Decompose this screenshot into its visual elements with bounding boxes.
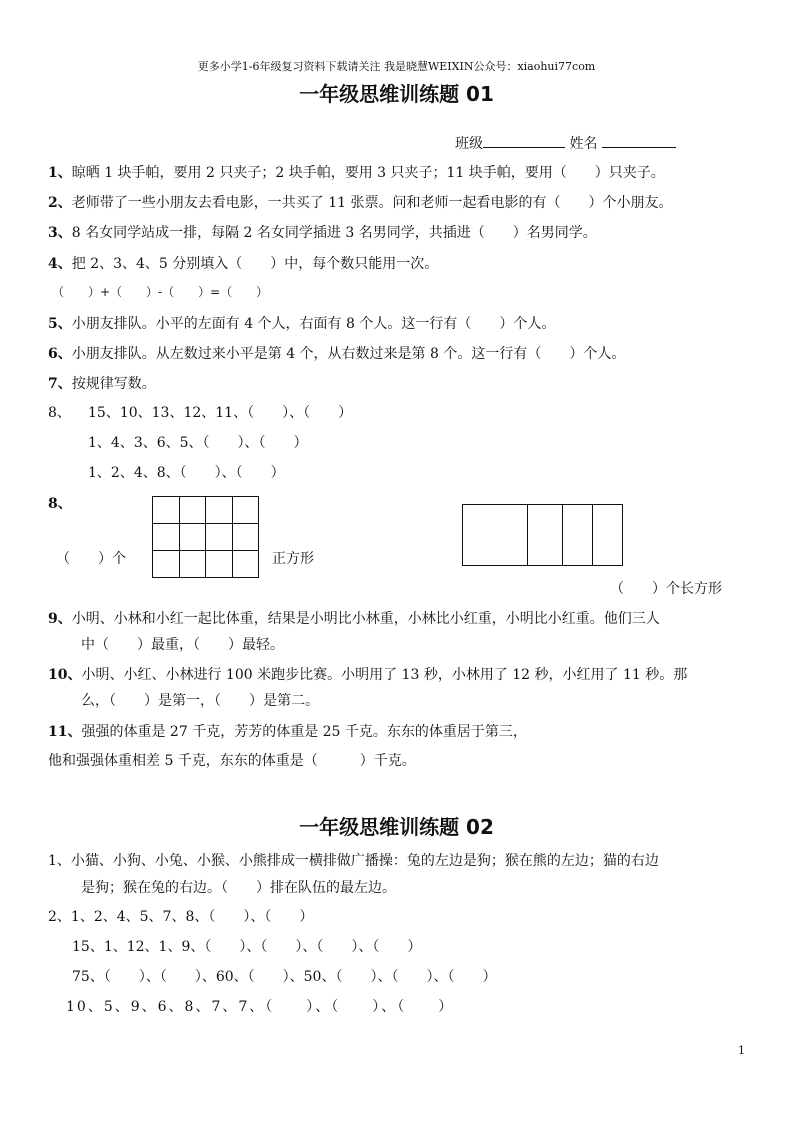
question-11 [48, 721, 527, 741]
name-label: 姓名 [569, 136, 598, 152]
question-6 [48, 343, 625, 363]
part2-sequence-2: 15、1、12、1、9、（ ）、（ ）、（ ）、（ ） [72, 939, 422, 955]
question-number: 10、 [48, 667, 82, 683]
square-label: 正方形 [272, 551, 314, 567]
question-7 [48, 373, 156, 393]
name-blank[interactable] [602, 133, 676, 148]
question-9 [48, 608, 660, 628]
question-text: 老师带了一些小朋友去看电影，一共买了 11 张票。问和老师一起看电影的有（ ）个小朋友。 [71, 195, 673, 211]
question-number: 11、 [48, 724, 82, 740]
question-number: 1、 [48, 165, 72, 181]
square-grid-figure [152, 496, 259, 578]
page-header: 更多小学1-6年级复习资料下载请关注 我是晓慧WEIXIN公众号：xiaohui77com [197, 60, 596, 73]
part2-sequence-1: 2、1、2、4、5、7、8、（ ）、（ ） [48, 909, 314, 925]
question-5 [48, 313, 555, 333]
question-text: 小朋友排队。小平的左面有 4 个人，右面有 8 个人。这一行有（ ）个人。 [71, 316, 556, 332]
rectangle-divider [527, 505, 528, 565]
question-number: 9、 [48, 611, 72, 627]
question-number: 4、 [48, 256, 72, 272]
question-10 [48, 664, 687, 684]
rectangle-count-label: （ ）个长方形 [610, 581, 722, 597]
question-10-continued: 么，（ ）是第一，（ ）是第二。 [81, 693, 319, 709]
question-number: 7、 [48, 376, 72, 392]
question-number: 3、 [48, 225, 72, 241]
class-name-fields [455, 133, 676, 153]
question-9-continued: 中（ ）最重，（ ）最轻。 [81, 637, 284, 653]
question-8-number-a: 8、 [48, 405, 71, 421]
class-label: 班级 [455, 136, 483, 152]
question-4-expression: （ ）+（ ）-（ ）=（ ） [52, 285, 269, 299]
question-text: 小朋友排队。从左数过来小平是第 4 个，从右数过来是第 8 个。这一行有（ ）个人。 [71, 346, 626, 362]
part2-question-1: 1、小猫、小狗、小兔、小猴、小熊排成一横排做广播操：兔的左边是狗；猴在熊的左边；猫的右边 [48, 853, 659, 869]
question-number: 5、 [48, 316, 72, 332]
question-4 [48, 253, 438, 273]
question-3 [48, 222, 597, 242]
question-text: 小明、小红、小林进行 100 米跑步比赛。小明用了 13 秒，小林用了 12 秒，小红用了 11 秒。那 [81, 667, 688, 683]
part2-question-1-continued: 是狗；猴在兔的右边。（ ）排在队伍的最左边。 [81, 880, 396, 896]
page-number: 1 [738, 1044, 745, 1057]
question-text: 把 2、3、4、5 分别填入（ ）中，每个数只能用一次。 [71, 256, 439, 272]
worksheet-title-01: 一年级思维训练题 01 [299, 82, 494, 106]
question-text: 晾晒 1 块手帕，要用 2 只夹子；2 块手帕，要用 3 只夹子；11 块手帕，要用（ ）只夹子。 [71, 165, 665, 181]
class-blank[interactable] [483, 133, 565, 148]
part2-sequence-4: 10、5、9、6、8、7、7、（ ）、（ ）、（ ） [66, 999, 455, 1015]
question-text: 8 名女同学站成一排，每隔 2 名女同学插进 3 名男同学，共插进（ ）名男同学。 [71, 225, 597, 241]
question-text: 小明、小林和小红一起比体重，结果是小明比小林重，小林比小红重，小明比小红重。他们三人 [71, 611, 660, 627]
question-8-number-b: 8、 [48, 496, 72, 512]
question-number: 2、 [48, 195, 72, 211]
question-number: 6、 [48, 346, 72, 362]
sequence-line-1: 15、10、13、12、11、（ ）、（ ） [88, 405, 353, 421]
question-2 [48, 192, 672, 212]
sequence-line-2: 1、4、3、6、5、（ ）、（ ） [88, 435, 308, 451]
worksheet-title-02: 一年级思维训练题 02 [299, 815, 494, 839]
part2-sequence-3: 75、（ ）、（ ）、60、（ ）、50、（ ）、（ ）、（ ） [72, 969, 497, 985]
question-11-continued: 他和强强体重相差 5 千克，东东的体重是（ ）千克。 [48, 753, 416, 769]
square-count-blank: （ ）个 [56, 551, 126, 567]
rectangle-divider [562, 505, 563, 565]
sequence-line-3: 1、2、4、8、（ ）、（ ） [88, 465, 285, 481]
question-text: 强强的体重是 27 千克，芳芳的体重是 25 千克。东东的体重居于第三， [81, 724, 527, 740]
question-1 [48, 162, 665, 182]
rectangle-divider [592, 505, 593, 565]
question-text: 按规律写数。 [71, 376, 156, 392]
rectangle-figure [462, 504, 623, 566]
